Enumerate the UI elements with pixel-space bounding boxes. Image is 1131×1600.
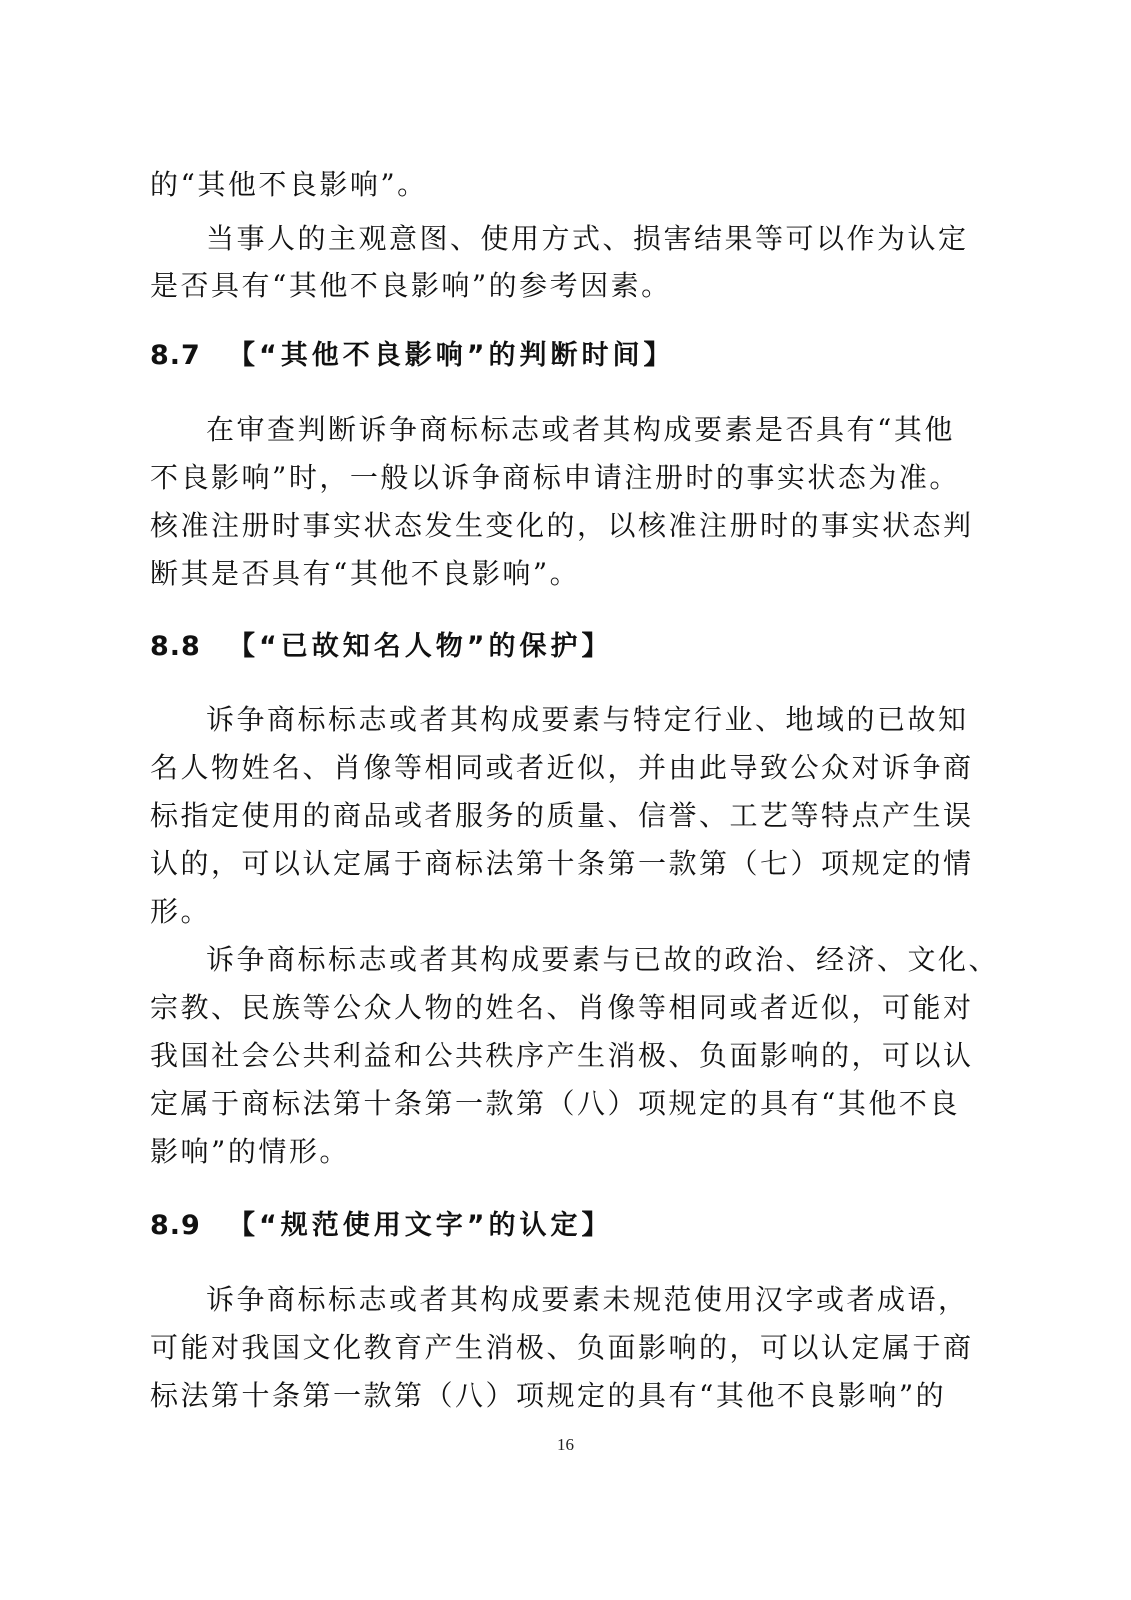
body-text-line: 形。	[150, 895, 212, 928]
section-number: 8.7	[150, 340, 201, 371]
section-heading-8-9	[150, 1206, 613, 1246]
body-text-line: 定属于商标法第十条第一款第（八）项规定的具有“其他不良	[150, 1087, 960, 1120]
body-text-line: 可能对我国文化教育产生消极、负面影响的，可以认定属于商	[150, 1331, 974, 1364]
document-page	[150, 0, 1000, 1600]
body-text-line: 我国社会公共利益和公共秩序产生消极、负面影响的，可以认	[150, 1039, 974, 1072]
body-text-line: 诉争商标标志或者其构成要素与已故的政治、经济、文化、	[206, 943, 1000, 976]
page-number: 16	[557, 1435, 574, 1454]
section-title: 【“其他不良影响”的判断时间】	[228, 340, 675, 371]
body-text-line: 认的，可以认定属于商标法第十条第一款第（七）项规定的情	[150, 847, 974, 880]
body-text-line: 诉争商标标志或者其构成要素未规范使用汉字或者成语，	[206, 1283, 969, 1316]
body-text-line: 名人物姓名、肖像等相同或者近似，并由此导致公众对诉争商	[150, 751, 974, 784]
section-heading-8-8	[150, 627, 613, 667]
body-text-line: 在审查判断诉争商标标志或者其构成要素是否具有“其他	[206, 413, 955, 446]
body-text-line: 标指定使用的商品或者服务的质量、信誉、工艺等特点产生误	[150, 799, 974, 832]
body-text-line: 不良影响”时，一般以诉争商标申请注册时的事实状态为准。	[150, 461, 960, 494]
section-title: 【“已故知名人物”的保护】	[228, 631, 613, 662]
body-text-line: 核准注册时事实状态发生变化的，以核准注册时的事实状态判	[150, 509, 974, 542]
body-text-line: 诉争商标标志或者其构成要素与特定行业、地域的已故知	[206, 703, 969, 736]
body-text-line: 断其是否具有“其他不良影响”。	[150, 557, 581, 590]
body-text-line: 的“其他不良影响”。	[150, 168, 428, 201]
body-text-line: 影响”的情形。	[150, 1135, 350, 1168]
section-number: 8.9	[150, 1210, 201, 1241]
section-heading-8-7	[150, 336, 675, 376]
body-text-line: 当事人的主观意图、使用方式、损害结果等可以作为认定	[206, 222, 969, 255]
body-text-line: 是否具有“其他不良影响”的参考因素。	[150, 269, 672, 302]
section-number: 8.8	[150, 631, 201, 662]
body-text-line: 宗教、民族等公众人物的姓名、肖像等相同或者近似，可能对	[150, 991, 974, 1024]
section-title: 【“规范使用文字”的认定】	[228, 1210, 613, 1241]
body-text-line: 标法第十条第一款第（八）项规定的具有“其他不良影响”的	[150, 1379, 947, 1412]
